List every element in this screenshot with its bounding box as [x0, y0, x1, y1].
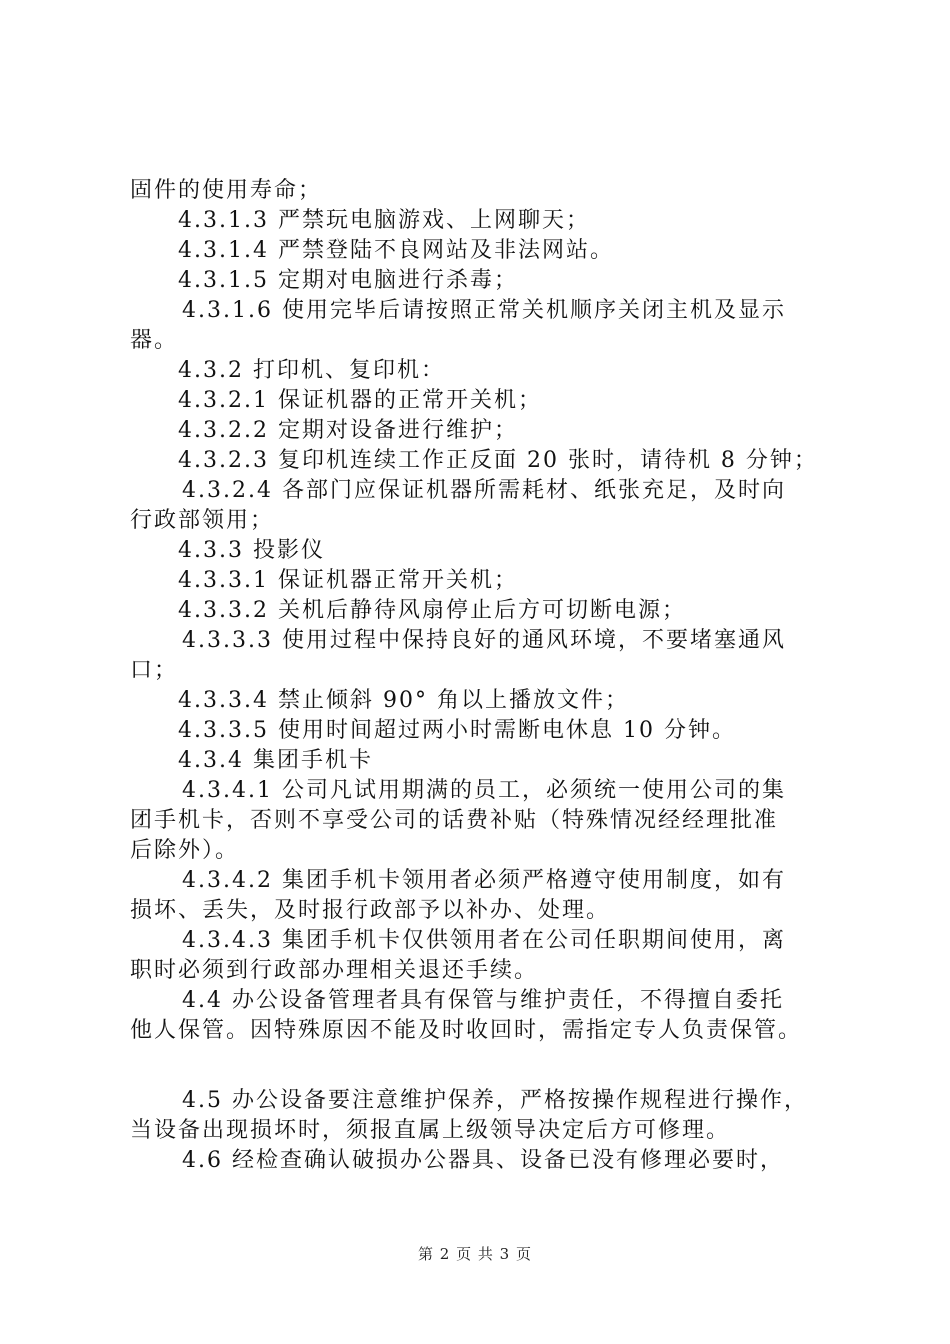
text-line: 团手机卡，否则不享受公司的话费补贴（特殊情况经经理批准: [130, 808, 779, 833]
text-line: 4.3.1.3 严禁玩电脑游戏、上网聊天；: [178, 208, 590, 233]
text-line: 4.5 办公设备要注意维护保养，严格按操作规程进行操作，: [182, 1088, 808, 1113]
text-line: 4.6 经检查确认破损办公器具、设备已没有修理必要时，: [182, 1148, 784, 1173]
text-line: 后除外）。: [130, 838, 240, 863]
text-line: 4.3.3.3 使用过程中保持良好的通风环境，不要堵塞通风: [182, 628, 786, 653]
text-line: 4.3.4.1 公司凡试用期满的员工，必须统一使用公司的集: [182, 778, 786, 803]
text-line: 当设备出现损坏时，须报直属上级领导决定后方可修理。: [130, 1118, 731, 1143]
text-line: 行政部领用；: [130, 508, 275, 533]
text-line: 固件的使用寿命；: [130, 178, 323, 203]
text-line: 损坏、丢失，及时报行政部予以补办、处理。: [130, 898, 611, 923]
text-line: 4.3.3.4 禁止倾斜 90° 角以上播放文件；: [178, 688, 629, 713]
text-line: 4.3.4.3 集团手机卡仅供领用者在公司任职期间使用，离: [182, 928, 786, 953]
text-line: 4.3.3 投影仪: [178, 538, 325, 563]
text-line: 4.3.1.5 定期对电脑进行杀毒；: [178, 268, 518, 293]
text-line: 4.3.4 集团手机卡: [178, 748, 373, 773]
text-line: 4.3.3.2 关机后静待风扇停止后方可切断电源；: [178, 598, 686, 623]
text-line: 4.3.3.5 使用时间超过两小时需断电休息 10 分钟。: [178, 718, 736, 743]
text-line: 口；: [130, 658, 179, 683]
text-line: 4.3.2.2 定期对设备进行维护；: [178, 418, 518, 443]
text-line: 器。: [130, 328, 179, 353]
text-line: 4.4 办公设备管理者具有保管与维护责任，不得擅自委托: [182, 988, 784, 1013]
text-line: 职时必须到行政部办理相关退还手续。: [130, 958, 539, 983]
text-line: 4.3.4.2 集团手机卡领用者必须严格遵守使用制度，如有: [182, 868, 786, 893]
text-line: 4.3.2 打印机、复印机：: [178, 358, 445, 383]
page-footer: [0, 1243, 950, 1264]
text-line: 4.3.1.4 严禁登陆不良网站及非法网站。: [178, 238, 614, 263]
text-line: 4.3.2.4 各部门应保证机器所需耗材、纸张充足，及时向: [182, 478, 786, 503]
text-line: 4.3.1.6 使用完毕后请按照正常关机顺序关闭主机及显示: [182, 298, 786, 323]
text-line: 4.3.2.1 保证机器的正常开关机；: [178, 388, 542, 413]
text-line: 4.3.2.3 复印机连续工作正反面 20 张时，请待机 8 分钟；: [178, 448, 818, 473]
page-number-label: 第 2 页 共 3 页: [418, 1245, 532, 1263]
text-line: 4.3.3.1 保证机器正常开关机；: [178, 568, 518, 593]
text-line: 他人保管。因特殊原因不能及时收回时，需指定专人负责保管。: [130, 1018, 803, 1043]
